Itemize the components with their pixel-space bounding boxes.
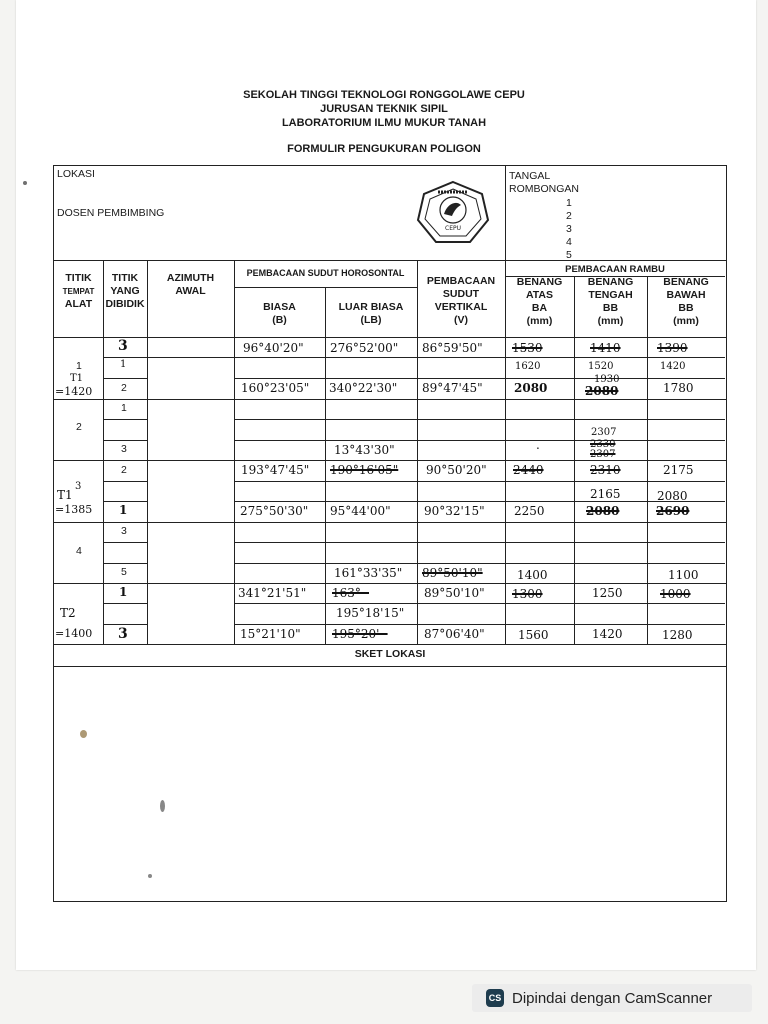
row-line — [234, 378, 725, 379]
target-point: 3 — [121, 525, 127, 537]
rombongan-number: 5 — [566, 249, 572, 261]
station-note: T2 — [60, 606, 76, 620]
reading-bt: 1410 — [590, 341, 621, 355]
reading-bb: 1390 — [657, 341, 688, 355]
reading-vertikal: 89°47'45" — [422, 381, 483, 395]
reading-bt: 2080 — [586, 504, 620, 518]
reading-bt: 1420 — [592, 627, 623, 641]
station-number: 1 — [76, 360, 82, 372]
header-benang-tengah: BENANG TENGAH BB (mm) — [587, 276, 634, 327]
target-point: 1 — [121, 402, 127, 414]
reading-bt: 2165 — [590, 487, 621, 501]
row-line — [103, 440, 147, 441]
header-biasa: BIASA (B) — [263, 301, 296, 326]
reading-vertikal: 89°50'10" — [422, 566, 483, 580]
row-line — [53, 522, 727, 523]
row-line — [53, 644, 727, 645]
stain — [23, 181, 27, 185]
station-note: T1 — [70, 373, 84, 384]
rombongan-number: 1 — [566, 197, 572, 209]
row-line — [103, 542, 147, 543]
row-line — [103, 603, 147, 604]
school-logo-icon — [416, 180, 490, 246]
sketch-title: SKET LOKASI — [354, 648, 426, 660]
reading-luar-biasa: 276°52'00" — [330, 341, 399, 355]
reading-bb: 1780 — [663, 381, 694, 395]
station-height: =1385 — [55, 503, 93, 516]
institution-name: SEKOLAH TINGGI TEKNOLOGI RONGGOLAWE CEPU — [243, 89, 525, 101]
reading-luar-biasa: 195°18'15" — [336, 606, 405, 620]
reading-bt-correction: 1930 — [594, 374, 620, 385]
station-number: 2 — [76, 421, 82, 433]
sketch-area — [54, 667, 725, 899]
rombongan-number: 4 — [566, 236, 572, 248]
row-line — [234, 357, 725, 358]
dosen-label: DOSEN PEMBIMBING — [57, 207, 165, 219]
reading-bb: 2690 — [656, 504, 690, 518]
reading-luar-biasa: 190°16'05" — [330, 463, 399, 477]
row-line — [103, 563, 147, 564]
station-height: =1400 — [55, 627, 93, 640]
row-line — [103, 357, 234, 358]
header-titik-yang-dibidik: TITIK YANG DIBIDIK — [105, 272, 145, 310]
reading-vertikal: 89°50'10" — [424, 586, 485, 600]
reading-biasa: 341°21'51" — [238, 586, 307, 600]
reading-biasa: 15°21'10" — [240, 627, 301, 641]
reading-luar-biasa: 195°20'-- — [332, 627, 388, 641]
reading-biasa: 193°47'45" — [241, 463, 310, 477]
reading-bb: 2175 — [663, 463, 694, 477]
reading-bt: 1250 — [592, 586, 623, 600]
row-line — [234, 624, 725, 625]
row-line — [53, 399, 727, 400]
target-point: 1 — [120, 359, 127, 370]
station-number: 3 — [75, 481, 82, 492]
reading-ba: 2250 — [514, 504, 545, 518]
reading-vertikal: 90°32'15" — [424, 504, 485, 518]
header-bottom-line — [53, 337, 727, 338]
column-line — [147, 260, 148, 644]
target-point: 3 — [118, 626, 128, 642]
station-height: =1420 — [55, 385, 93, 398]
camscanner-icon: CS — [486, 989, 504, 1007]
reading-ba: 1560 — [518, 628, 549, 642]
stain — [148, 874, 152, 878]
header-luar-biasa: LUAR BIASA (LB) — [338, 301, 404, 326]
reading-luar-biasa: 95°44'00" — [330, 504, 391, 518]
station-note: T1 — [57, 488, 73, 502]
row-line — [234, 501, 725, 502]
reading-luar-biasa: 13°43'30" — [334, 443, 395, 457]
header-pembacaan-rambu: PEMBACAAN RAMBU — [565, 264, 665, 275]
row-line — [234, 481, 725, 482]
reading-biasa: 160°23'05" — [241, 381, 310, 395]
row-line — [234, 603, 725, 604]
header-sudut-vertikal: PEMBACAAN SUDUT VERTIKAL (V) — [426, 275, 496, 326]
rombongan-number: 3 — [566, 223, 572, 235]
reading-bb: 1280 — [662, 628, 693, 642]
rombongan-label: ROMBONGAN — [509, 183, 580, 195]
tanggal-label: TANGAL — [509, 170, 551, 182]
reading-ba: 1530 — [512, 341, 543, 355]
form-title: FORMULIR PENGUKURAN POLIGON — [287, 143, 481, 155]
row-line — [234, 419, 725, 420]
reading-biasa: 96°40'20" — [243, 341, 304, 355]
reading-luar-biasa: 340°22'30" — [329, 381, 398, 395]
target-point: 1 — [119, 503, 128, 517]
reading-ba: . — [536, 438, 540, 452]
target-point: 3 — [118, 338, 128, 354]
row-line — [234, 542, 725, 543]
header-benang-bawah: BENANG BAWAH BB (mm) — [663, 276, 709, 327]
laboratory-name: LABORATORIUM ILMU MUKUR TANAH — [281, 117, 487, 129]
reading-ba: 2440 — [513, 463, 544, 477]
header-azimuth-awal: AZIMUTH AWAL — [166, 272, 215, 297]
reading-bt: 2330 — [590, 439, 616, 450]
stain — [80, 730, 87, 738]
header-sudut-horisontal: PEMBACAAN SUDUT HOROSONTAL — [246, 268, 405, 278]
rombongan-number: 2 — [566, 210, 572, 222]
row-line — [53, 460, 727, 461]
reading-ba: 1620 — [515, 361, 541, 372]
target-point: 2 — [121, 464, 127, 476]
target-point: 3 — [121, 443, 127, 455]
header-top-line — [53, 260, 727, 261]
logo-text: CEPU — [445, 225, 461, 232]
row-line — [234, 563, 725, 564]
target-point: 5 — [121, 566, 127, 578]
reading-ba: 2080 — [514, 381, 548, 395]
target-point: 2 — [121, 382, 127, 394]
reading-bt: 1520 — [588, 361, 614, 372]
reading-vertikal: 86°59'50" — [422, 341, 483, 355]
row-line — [103, 419, 147, 420]
reading-luar-biasa: 161°33'35" — [334, 566, 403, 580]
column-line — [103, 260, 104, 644]
row-line — [103, 624, 147, 625]
station-number: 4 — [76, 545, 82, 557]
header-titik-tempat-alat: TITIK TEMPAT ALAT — [62, 272, 95, 310]
header-benang-atas: BENANG ATAS BA (mm) — [516, 276, 563, 327]
stain — [160, 800, 165, 812]
reading-bb: 1420 — [660, 361, 686, 372]
reading-bb: 2080 — [657, 489, 688, 503]
info-divider — [505, 165, 506, 260]
department-name: JURUSAN TEKNIK SIPIL — [320, 103, 448, 115]
reading-bt: 2307 — [590, 449, 616, 460]
reading-bt-correction: 2307 — [591, 427, 617, 438]
row-line — [103, 378, 147, 379]
reading-ba: 1300 — [512, 587, 543, 601]
camscanner-watermark — [472, 984, 752, 1012]
column-line — [325, 287, 326, 644]
reading-bt: 2310 — [590, 463, 621, 477]
reading-vertikal: 87°06'40" — [424, 627, 485, 641]
reading-bb: 1000 — [660, 587, 691, 601]
reading-luar-biasa: 163°-- — [332, 586, 370, 600]
reading-bb: 1100 — [668, 568, 699, 582]
row-line — [53, 583, 727, 584]
reading-vertikal: 90°50'20" — [426, 463, 487, 477]
row-line — [103, 501, 147, 502]
row-line — [103, 481, 147, 482]
reading-ba: 1400 — [517, 568, 548, 582]
reading-biasa: 275°50'30" — [240, 504, 309, 518]
lokasi-label: LOKASI — [57, 168, 95, 180]
camscanner-text: Dipindai dengan CamScanner — [512, 989, 713, 1007]
reading-bt: 2080 — [585, 384, 619, 398]
target-point: 1 — [119, 585, 128, 599]
row-line — [234, 440, 725, 441]
